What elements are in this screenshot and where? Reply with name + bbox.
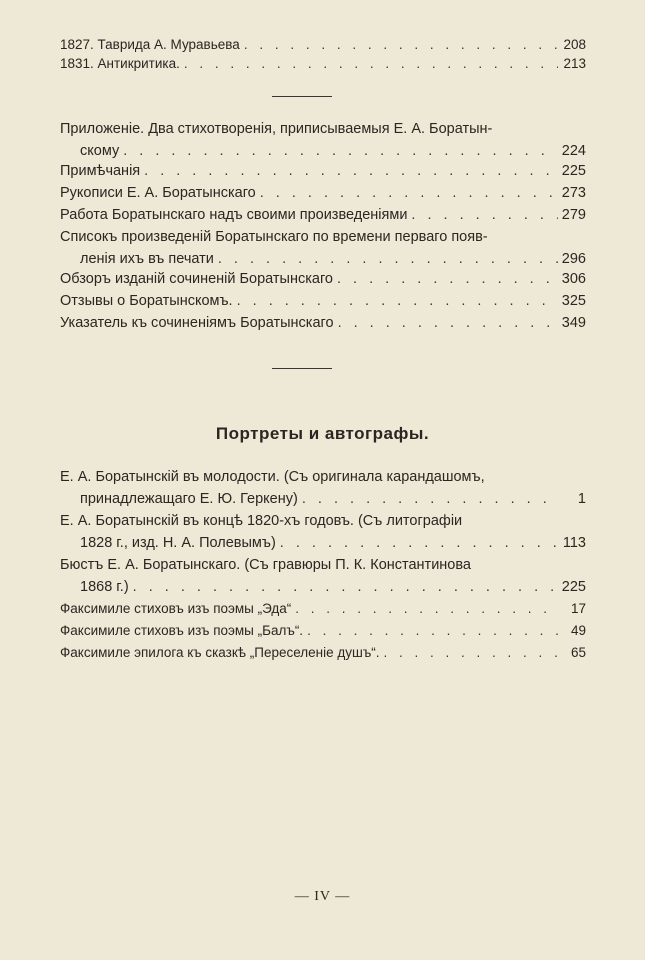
section-title: Портреты и автографы. [215, 424, 430, 443]
leader-dots [411, 204, 557, 226]
entry-page: 279 [561, 207, 586, 223]
leader-dots [280, 532, 558, 554]
illustration-entry [60, 510, 586, 554]
entry-title: Примѣчанiя [60, 163, 141, 179]
illustration-entry [60, 598, 586, 620]
entry-page: 224 [561, 143, 586, 159]
entry-page: 225 [561, 579, 586, 595]
leader-dots [338, 312, 558, 334]
entry-title: Указатель къ сочиненiямъ Боратынскаго [60, 315, 334, 331]
entry-title: Е. А. Боратынскiй въ молодости. (Съ оригинала карандашомъ, [60, 469, 485, 485]
illustration-entry [60, 642, 586, 664]
entry-title-cont: принадлежащаго Е. Ю. Геркену) [80, 491, 298, 507]
toc-entry [60, 290, 586, 312]
toc-entry [60, 118, 586, 162]
leader-dots [237, 290, 558, 312]
entry-page: 113 [562, 535, 586, 551]
leader-dots [295, 598, 558, 620]
entry-page: 273 [561, 185, 586, 201]
divider-rule [272, 96, 332, 97]
entry-title: Е. А. Боратынскiй въ концѣ 1820-хъ годовъ. (Съ литографiи [60, 513, 463, 529]
leader-dots [260, 182, 558, 204]
entry-title: Списокъ произведенiй Боратынскаго по времени перваго появ- [60, 229, 488, 245]
entry-title-cont: 1828 г., изд. Н. А. Полевымъ) [80, 535, 276, 551]
entry-title-cont: ленiя ихъ въ печати [80, 251, 214, 267]
entry-title-cont: скому [80, 143, 120, 159]
toc-entry [60, 204, 586, 226]
leader-dots [133, 576, 558, 598]
entry-title: Работа Боратынскаго надъ своими произведенiями [60, 207, 408, 223]
entry-page: 65 [570, 645, 586, 660]
leader-dots [184, 53, 558, 75]
entry-title: Факсимиле эпилога къ сказкѣ „Переселенiе душъ“. [60, 645, 380, 660]
illustration-entry [60, 620, 586, 642]
illustration-entry [60, 466, 586, 510]
entry-title: Факсимиле стиховъ изъ поэмы „Балъ“. [60, 623, 304, 638]
leader-dots [123, 140, 558, 162]
entry-page: 325 [561, 293, 586, 309]
leader-dots [307, 620, 558, 642]
entry-title: 1827. Таврида А. Муравьева [60, 37, 240, 52]
entry-page: 49 [570, 623, 586, 638]
entry-page: 17 [570, 601, 586, 616]
entry-title: Бюстъ Е. А. Боратынскаго. (Съ гравюры П. К. Константинова [60, 557, 471, 573]
leader-dots [144, 160, 558, 182]
divider-rule [272, 368, 332, 369]
toc-entry [60, 160, 586, 182]
entry-title: Рукописи Е. А. Боратынскаго [60, 185, 256, 201]
toc-entry [60, 53, 586, 75]
entry-title: Приложенiе. Два стихотворенiя, приписываемыя Е. А. Боратын- [60, 121, 493, 137]
entry-page: 213 [563, 56, 586, 71]
leader-dots [302, 488, 558, 510]
entry-title-cont: 1868 г.) [80, 579, 129, 595]
entry-title: Обзоръ изданiй сочиненiй Боратынскаго [60, 271, 333, 287]
entry-page: 296 [561, 251, 586, 267]
entry-page: 306 [561, 271, 586, 287]
entry-page: 208 [563, 37, 586, 52]
toc-entry [60, 182, 586, 204]
entry-page: 349 [561, 315, 586, 331]
leader-dots [337, 268, 558, 290]
toc-entry [60, 226, 586, 270]
entry-title: 1831. Антикритика. [60, 56, 180, 71]
toc-entry [60, 312, 586, 334]
entry-title: Факсимиле стиховъ изъ поэмы „Эда“ [60, 601, 292, 616]
page-number-footer: — IV — [294, 889, 351, 904]
illustration-entry [60, 554, 586, 598]
leader-dots [384, 642, 558, 664]
entry-title: Отзывы о Боратынскомъ. [60, 293, 233, 309]
entry-page: 225 [561, 163, 586, 179]
entry-page: 1 [577, 491, 586, 507]
toc-entry [60, 268, 586, 290]
leader-dots [218, 248, 558, 270]
